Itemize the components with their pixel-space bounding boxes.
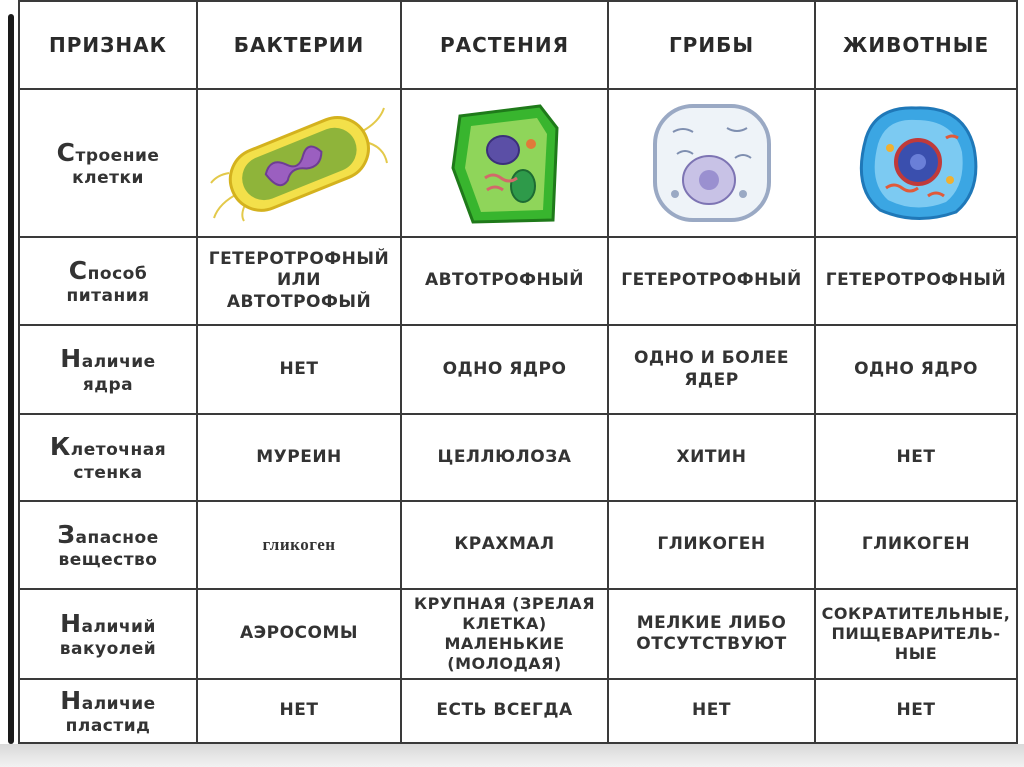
cell-plants-vacuoles: КРУПНАЯ (ЗРЕЛАЯ КЛЕТКА) МАЛЕНЬКИЕ (МОЛОДАЯ) [401, 589, 608, 679]
cell-bacteria-nucleus: НЕТ [197, 325, 401, 414]
header-animals: ЖИВОТНЫЕ [815, 1, 1017, 89]
fungal-cell-illustration [647, 98, 777, 228]
row-nucleus [19, 325, 1017, 414]
bacteria-cell-image [197, 89, 401, 237]
frame-left-border [8, 14, 14, 744]
row-reserve-substance [19, 501, 1017, 589]
cell-plants-plastids: ЕСТЬ ВСЕГДА [401, 679, 608, 743]
comparison-table [18, 0, 1018, 744]
bacteria-cell-illustration [209, 103, 389, 223]
plant-cell-illustration [445, 98, 565, 228]
feature-reserve-substance: Запасное вещество [19, 501, 197, 589]
feature-vacuoles: Наличий вакуолей [19, 589, 197, 679]
cell-bacteria-vacuoles: АЭРОСОМЫ [197, 589, 401, 679]
cell-fungi-cell-wall: ХИТИН [608, 414, 815, 501]
cell-fungi-plastids: НЕТ [608, 679, 815, 743]
header-feature: ПРИЗНАК [19, 1, 197, 89]
cell-fungi-nutrition: ГЕТЕРОТРОФНЫЙ [608, 237, 815, 325]
cell-plants-reserve-substance: КРАХМАЛ [401, 501, 608, 589]
cell-fungi-reserve-substance: ГЛИКОГЕН [608, 501, 815, 589]
cell-animals-nutrition: ГЕТЕРОТРОФНЫЙ [815, 237, 1017, 325]
row-vacuoles [19, 589, 1017, 679]
cell-fungi-nucleus: ОДНО И БОЛЕЕ ЯДЕР [608, 325, 815, 414]
row-cell-structure [19, 89, 1017, 237]
plant-cell-image [401, 89, 608, 237]
header-plants: РАСТЕНИЯ [401, 1, 608, 89]
cell-bacteria-reserve-substance: гликоген [197, 501, 401, 589]
cell-bacteria-plastids: НЕТ [197, 679, 401, 743]
row-cell-wall [19, 414, 1017, 501]
cell-animals-vacuoles: СОКРАТИТЕЛЬНЫЕ, ПИЩЕВАРИТЕЛЬ- НЫЕ [815, 589, 1017, 679]
cell-animals-nucleus: ОДНО ЯДРО [815, 325, 1017, 414]
feature-nutrition: Способ питания [19, 237, 197, 325]
animal-cell-illustration [846, 98, 986, 228]
header-fungi: ГРИБЫ [608, 1, 815, 89]
cell-animals-reserve-substance: ГЛИКОГЕН [815, 501, 1017, 589]
cell-plants-nucleus: ОДНО ЯДРО [401, 325, 608, 414]
header-bacteria: БАКТЕРИИ [197, 1, 401, 89]
feature-nucleus: Наличие ядра [19, 325, 197, 414]
animal-cell-image [815, 89, 1017, 237]
cell-plants-nutrition: АВТОТРОФНЫЙ [401, 237, 608, 325]
frame-bottom-bar [0, 744, 1024, 767]
cell-fungi-vacuoles: МЕЛКИЕ ЛИБО ОТСУТСТВУЮТ [608, 589, 815, 679]
row-plastids [19, 679, 1017, 743]
feature-cell-wall: Клеточная стенка [19, 414, 197, 501]
feature-plastids: Наличие пластид [19, 679, 197, 743]
cell-bacteria-nutrition: ГЕТЕРОТРОФНЫЙ ИЛИ АВТОТРОФЫЙ [197, 237, 401, 325]
cell-bacteria-cell-wall: МУРЕИН [197, 414, 401, 501]
cell-animals-plastids: НЕТ [815, 679, 1017, 743]
fungi-cell-image [608, 89, 815, 237]
cell-animals-cell-wall: НЕТ [815, 414, 1017, 501]
feature-cell-structure: Строение клетки [19, 89, 197, 237]
header-row [19, 1, 1017, 89]
cell-plants-cell-wall: ЦЕЛЛЮЛОЗА [401, 414, 608, 501]
row-nutrition [19, 237, 1017, 325]
